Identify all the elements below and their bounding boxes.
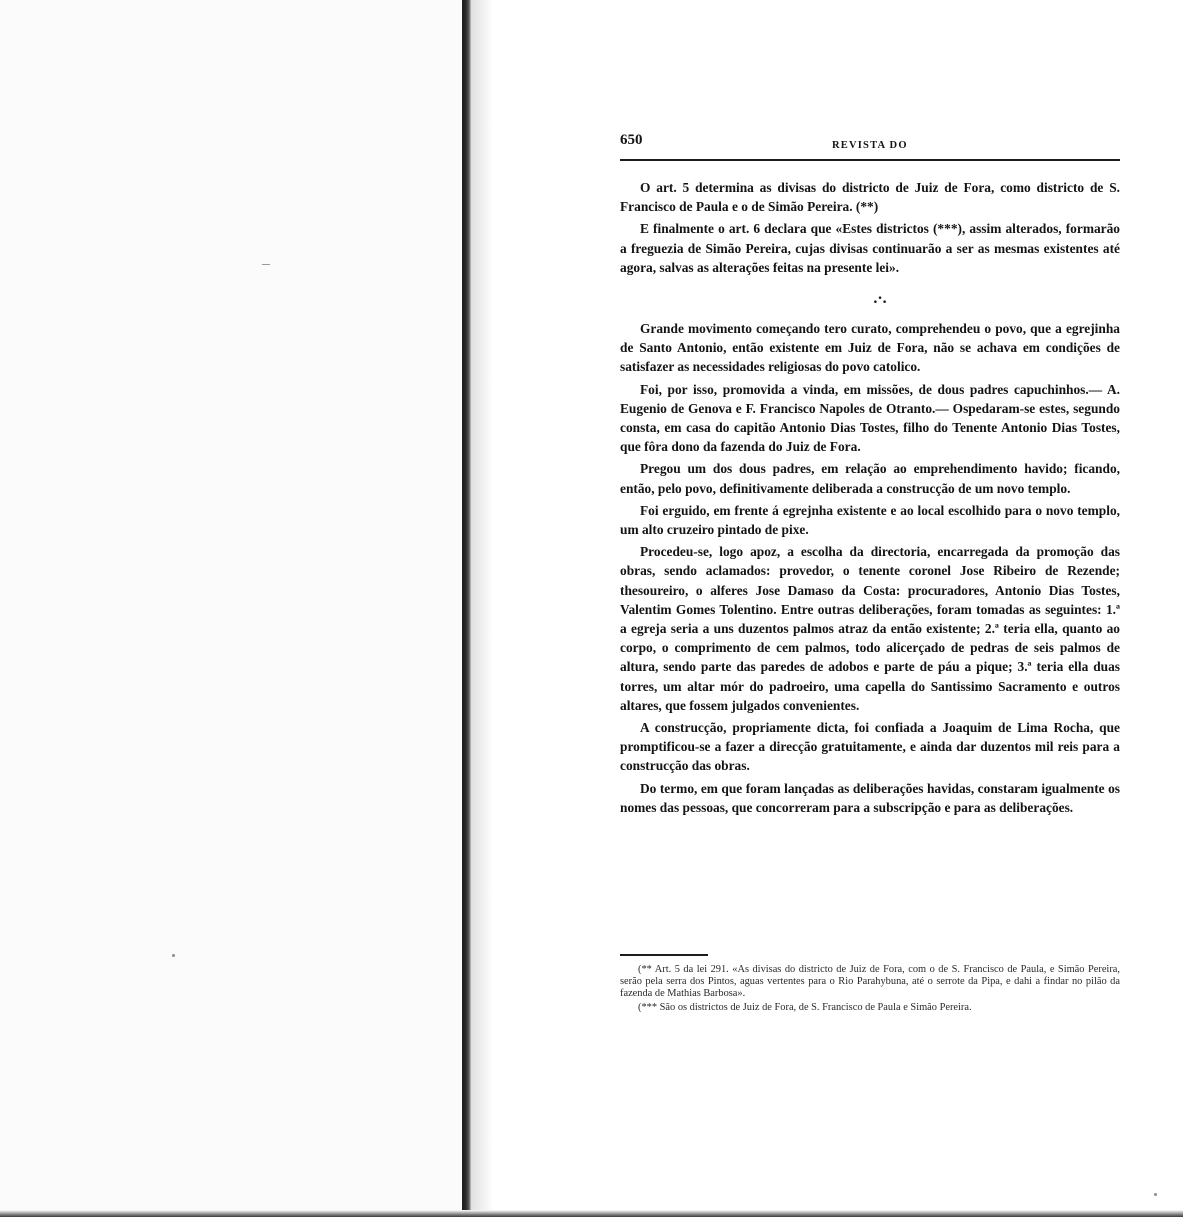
gutter-shadow xyxy=(471,0,493,1217)
header-rule xyxy=(620,159,1120,161)
scan-dot xyxy=(172,954,175,957)
paragraph: E finalmente o art. 6 declara que «Estes districtos (***), assim alterados, formarão a freguezia de Simão Pereira, cujas divisas continuarão a ser as mesmas existentes até agora, salvas as alterações feitas na presente lei». xyxy=(620,221,1120,275)
footnote: (** Art. 5 da lei 291. «As divisas do districto de Juiz de Fora, com o de S. Francisco de Paula, e Simão Pereira, serão pela serra dos Pintos, aguas vertentes para o Rio Parahybuna, até o serrote da Pipa, e dahi a findar no pilão da fazenda de Mathias Barbosa». xyxy=(620,964,1120,1000)
section-separator: .·. xyxy=(873,290,887,308)
book-gutter xyxy=(462,0,471,1217)
footnote-rule xyxy=(620,954,708,956)
page-number: 650 xyxy=(620,132,643,148)
paragraph: Foi erguido, em frente á egrejnha existente e ao local escolhido para o novo templo, um alto cruzeiro pintado de pixe. xyxy=(620,502,1120,538)
footnotes xyxy=(620,964,1120,1015)
paragraph: Procedeu-se, logo apoz, a escolha da directoria, encarregada da promoção das obras, sendo aclamados: provedor, o tenente coronel Jose Ribeiro de Rezende; thesoureiro, o alferes Jose Damaso da Costa: procuradores, Antonio Dias Tostes, Valentim Gomes Tolentino. Entre outras deliberações, foram tomadas as seguintes: 1.ª a egreja seria a uns duzentos palmos atraz da então existente; 2.ª teria ella, quanto ao corpo, o comprimento de cem palmos, todo alicerçado de pedras de seis palmos de altura, sendo parte das paredes de adobos e parte de páu a pique; 3.ª teria ella duas torres, um altar mór do padroeiro, uma capella do Santissimo Sacramento e outros altares, que fossem julgados convenientes. xyxy=(620,544,1120,713)
paragraph: O art. 5 determina as divisas do districto de Juiz de Fora, como districto de S. Francisco de Paula e o de Simão Pereira. (**) xyxy=(620,180,1120,215)
paragraph: Foi, por isso, promovida a vinda, em missões, de dous padres capuchinhos.— A. Eugenio de Genova e F. Francisco Napoles de Otranto.— Ospedaram-se estes, segundo consta, em casa do capitão Antonio Dias Tostes, filho do Tenente Antonio Dias Tostes, que fôra dono da fazenda do Juiz de Fora. xyxy=(620,381,1120,455)
scan-dot xyxy=(1154,1193,1157,1196)
paragraph: Pregou um dos dous padres, em relação ao emprehendimento havido; ficando, então, pelo povo, definitivamente deliberada a construcção de um novo templo. xyxy=(620,461,1120,496)
paragraph: Grande movimento começando tero curato, comprehendeu o povo, que a egrejinha de Santo Antonio, então existente em Juiz de Fora, não se achava em condições de satisfazer as necessidades religiosas do povo catolico. xyxy=(620,321,1120,375)
running-head: REVISTA DO xyxy=(832,140,908,151)
paragraph: Do termo, em que foram lançadas as deliberações havidas, constaram igualmente os nomes das pessoas, que concorreram para a subscripção e para as deliberações. xyxy=(620,780,1120,815)
body-text xyxy=(620,178,1120,820)
footnote: (*** São os districtos de Juiz de Fora, de S. Francisco de Paula e Simão Pereira. xyxy=(638,1001,972,1013)
paragraph: A construcção, propriamente dicta, foi confiada a Joaquim de Lima Rocha, que promptificou-se a fazer a direcção gratuitamente, e ainda dar duzentos mil reis para a construcção das obras. xyxy=(620,720,1120,774)
page-header xyxy=(620,132,1120,158)
left-page-blank xyxy=(0,0,462,1217)
scan-speck xyxy=(262,264,270,265)
page-bottom-edge xyxy=(0,1210,1183,1217)
